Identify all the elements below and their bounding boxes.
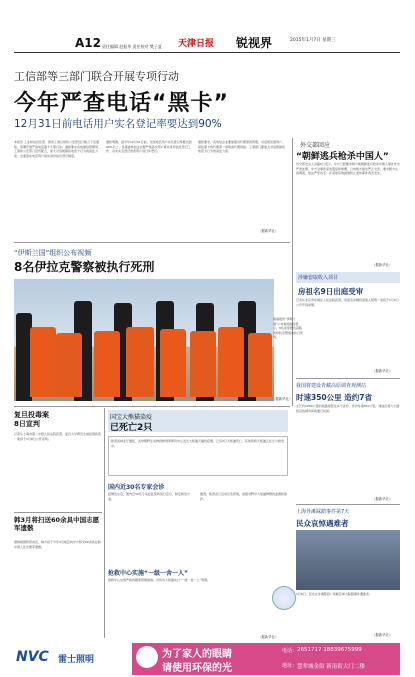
s2-byline: （据新华社） [372,497,393,501]
ad-brand: 雷士照明 [58,655,95,665]
main-subhead: 12月31日前电话用户实名登记率要达到90% [14,118,222,130]
s1-kicker: 涉嫌套取收入项目 [298,275,339,281]
ad-logo [14,643,130,675]
f-text: 据悉，陕西省已启动应急预案，加强对野外大熊猫种群的监测和保护。 [200,492,288,501]
c-headline: 已死亡2只 [110,423,153,433]
column-divider [104,408,105,638]
badge-icon [272,586,296,610]
e-text: 抢救中心实施严格的隔离管理措施，对所有大熊猫实行“一级一舍一人”管理。 [108,578,211,582]
e-headline: 抢救中心实施“一级一舍一人” [108,570,188,577]
s1-byline: （据新华社） [372,369,393,373]
main-col-1: 本报讯 工业和信息化部、国家工商总局和公安部近日联合下发通知，部署开展严查电话黑卡专项行动。通知要求各地通信管理局、工商和公安部门密切配合，加大对违规销售电话卡行为的查处力度，全面落实电话用户真实身份信息登记制度。 [14,140,102,158]
side-byline: （据新华社） [372,263,393,267]
d-headline: 国内近30名专家会诊 [108,484,165,491]
ad-address: 慧辈城金街 新南街大门二楼 [297,664,365,670]
s1-headline: 房祖名9日出庭受审 [298,287,364,296]
b-text: 据韩国国防部消息，韩方将于今年3月前后向中方移交60余具在韩中国人民志愿军遗骸。 [14,540,101,549]
advertisement[interactable] [14,643,400,675]
isis-caption: 极端组织“伊斯兰国”公布视频画面显示，8名身穿橙色囚服的伊拉克警察被执行死刑。 [273,317,303,340]
s2-headline: 时速350公里 造约7省 [296,393,372,402]
news-photo [14,279,274,401]
newspaper-logo: 天津日报 [178,39,215,49]
c-kicker: 国宝大熊猫染疫 [110,414,153,421]
b-headline: 韩3月将扫送60余具中国志愿军遗骸 [14,516,100,532]
page-number: A12 [75,36,101,50]
lower-byline: （据新华社） [258,635,279,639]
s3-byline: （据新华社） [372,633,393,637]
c-text: 陕西省林业厅通报，省珍稀野生动物抢救饲养研究中心发生大熊猫犬瘟热疫情，已有2只大熊猫死亡，其他患病大熊猫正在全力救治中。 [108,436,288,476]
ad-phone: 2651717 18839675999 [297,647,362,653]
ad-banner [132,643,400,675]
s1-text: 记者从北京市东城区人民法院获悉，房祖名涉嫌容留他人吸毒一案将于1月9日公开开庭审理。 [296,298,399,307]
s3-kicker: 上海外滩踩踏事件第7天 [296,509,350,515]
section-title: 锐视界 [236,36,273,50]
main-headline: 今年严查电话“黑卡” [14,91,229,116]
memorial-photo [296,530,400,590]
ad-address-label: 地址： [282,663,298,669]
s3-headline: 民众哀悼遇难者 [296,519,349,528]
divider [14,406,290,407]
s2-kicker: 我国将建设青藏高原调查观测站 [296,383,367,389]
a-headline: 8日宣判 [14,420,40,428]
main-kicker: 工信部等三部门联合开展专项行动 [14,70,179,83]
eye-icon [136,646,158,668]
side-text: 外交部发言人洪磊6日表示，中方已经要求朝方就朝鲜逃兵枪杀中国人事件作出严肃处理。中方对事件深表震惊和愤慨，已向朝方提出严正交涉，要求朝方认真调查，依法严惩凶手，并采取有效措施防止类似事件再次发生。 [296,162,400,176]
ad-slogan-2: 请使用环保的光 [162,663,232,674]
main-col-3: 通知要求，各电信企业要加强对代理商的管理，对违规发展用户、销售黑卡的代理商一律取消代理资格。工商部门要加大对违规销售电话卡行为的查处力度。 [198,140,286,154]
a-text: 记者从上海市第二中级人民法院获悉，复旦大学研究生被投毒致死一案将于1月8日公开宣判。 [14,432,102,441]
isis-headline: 8名伊拉克警察被执行死刑 [14,260,155,274]
ad-phone-label: 电话： [282,648,298,654]
divider [14,242,290,243]
issue-date: 2015年1月7日 星期三 [290,38,336,43]
isis-kicker: “伊斯兰国”组织公布视频 [14,249,92,257]
main-col-2: 通知明确，到今年12月31日前，全国电话用户实名登记率要达到90%以上。各基础电信企业要严格落实用户真实身份信息登记工作，对未实名登记的老用户进行补登记。 [106,140,192,154]
header-rule [14,52,400,53]
divider [296,504,400,505]
main-byline: （据新华社） [258,229,279,233]
d-text: 疫情发生后，国内近30名专家赶赴现场进行会诊，制定救治方案。 [108,492,190,501]
s2-text: 全长约1000公里的铁路将经过多个省份，设计时速350公里，建成后将大大缩短沿线城市间的通行时间。 [296,404,400,413]
side-label: 外交部回应 [300,142,331,149]
divider [296,378,400,379]
editor-line: 责任编辑 赵振华 责任校对 樊子夏 [102,44,162,49]
isis-byline: （据新华社） [272,397,293,401]
nvc-logo-icon: NVC [16,649,49,665]
divider [14,512,102,513]
s3-caption: 1月6日，民众在外滩陈毅广场献花悼念踩踏事件遇难者。 [296,592,372,596]
a-kicker: 复旦投毒案 [14,411,49,419]
ad-slogan-1: 为了家人的眼睛 [162,649,232,660]
page-header [0,0,415,62]
side-headline: “朝鲜逃兵枪杀中国人” [296,152,389,162]
